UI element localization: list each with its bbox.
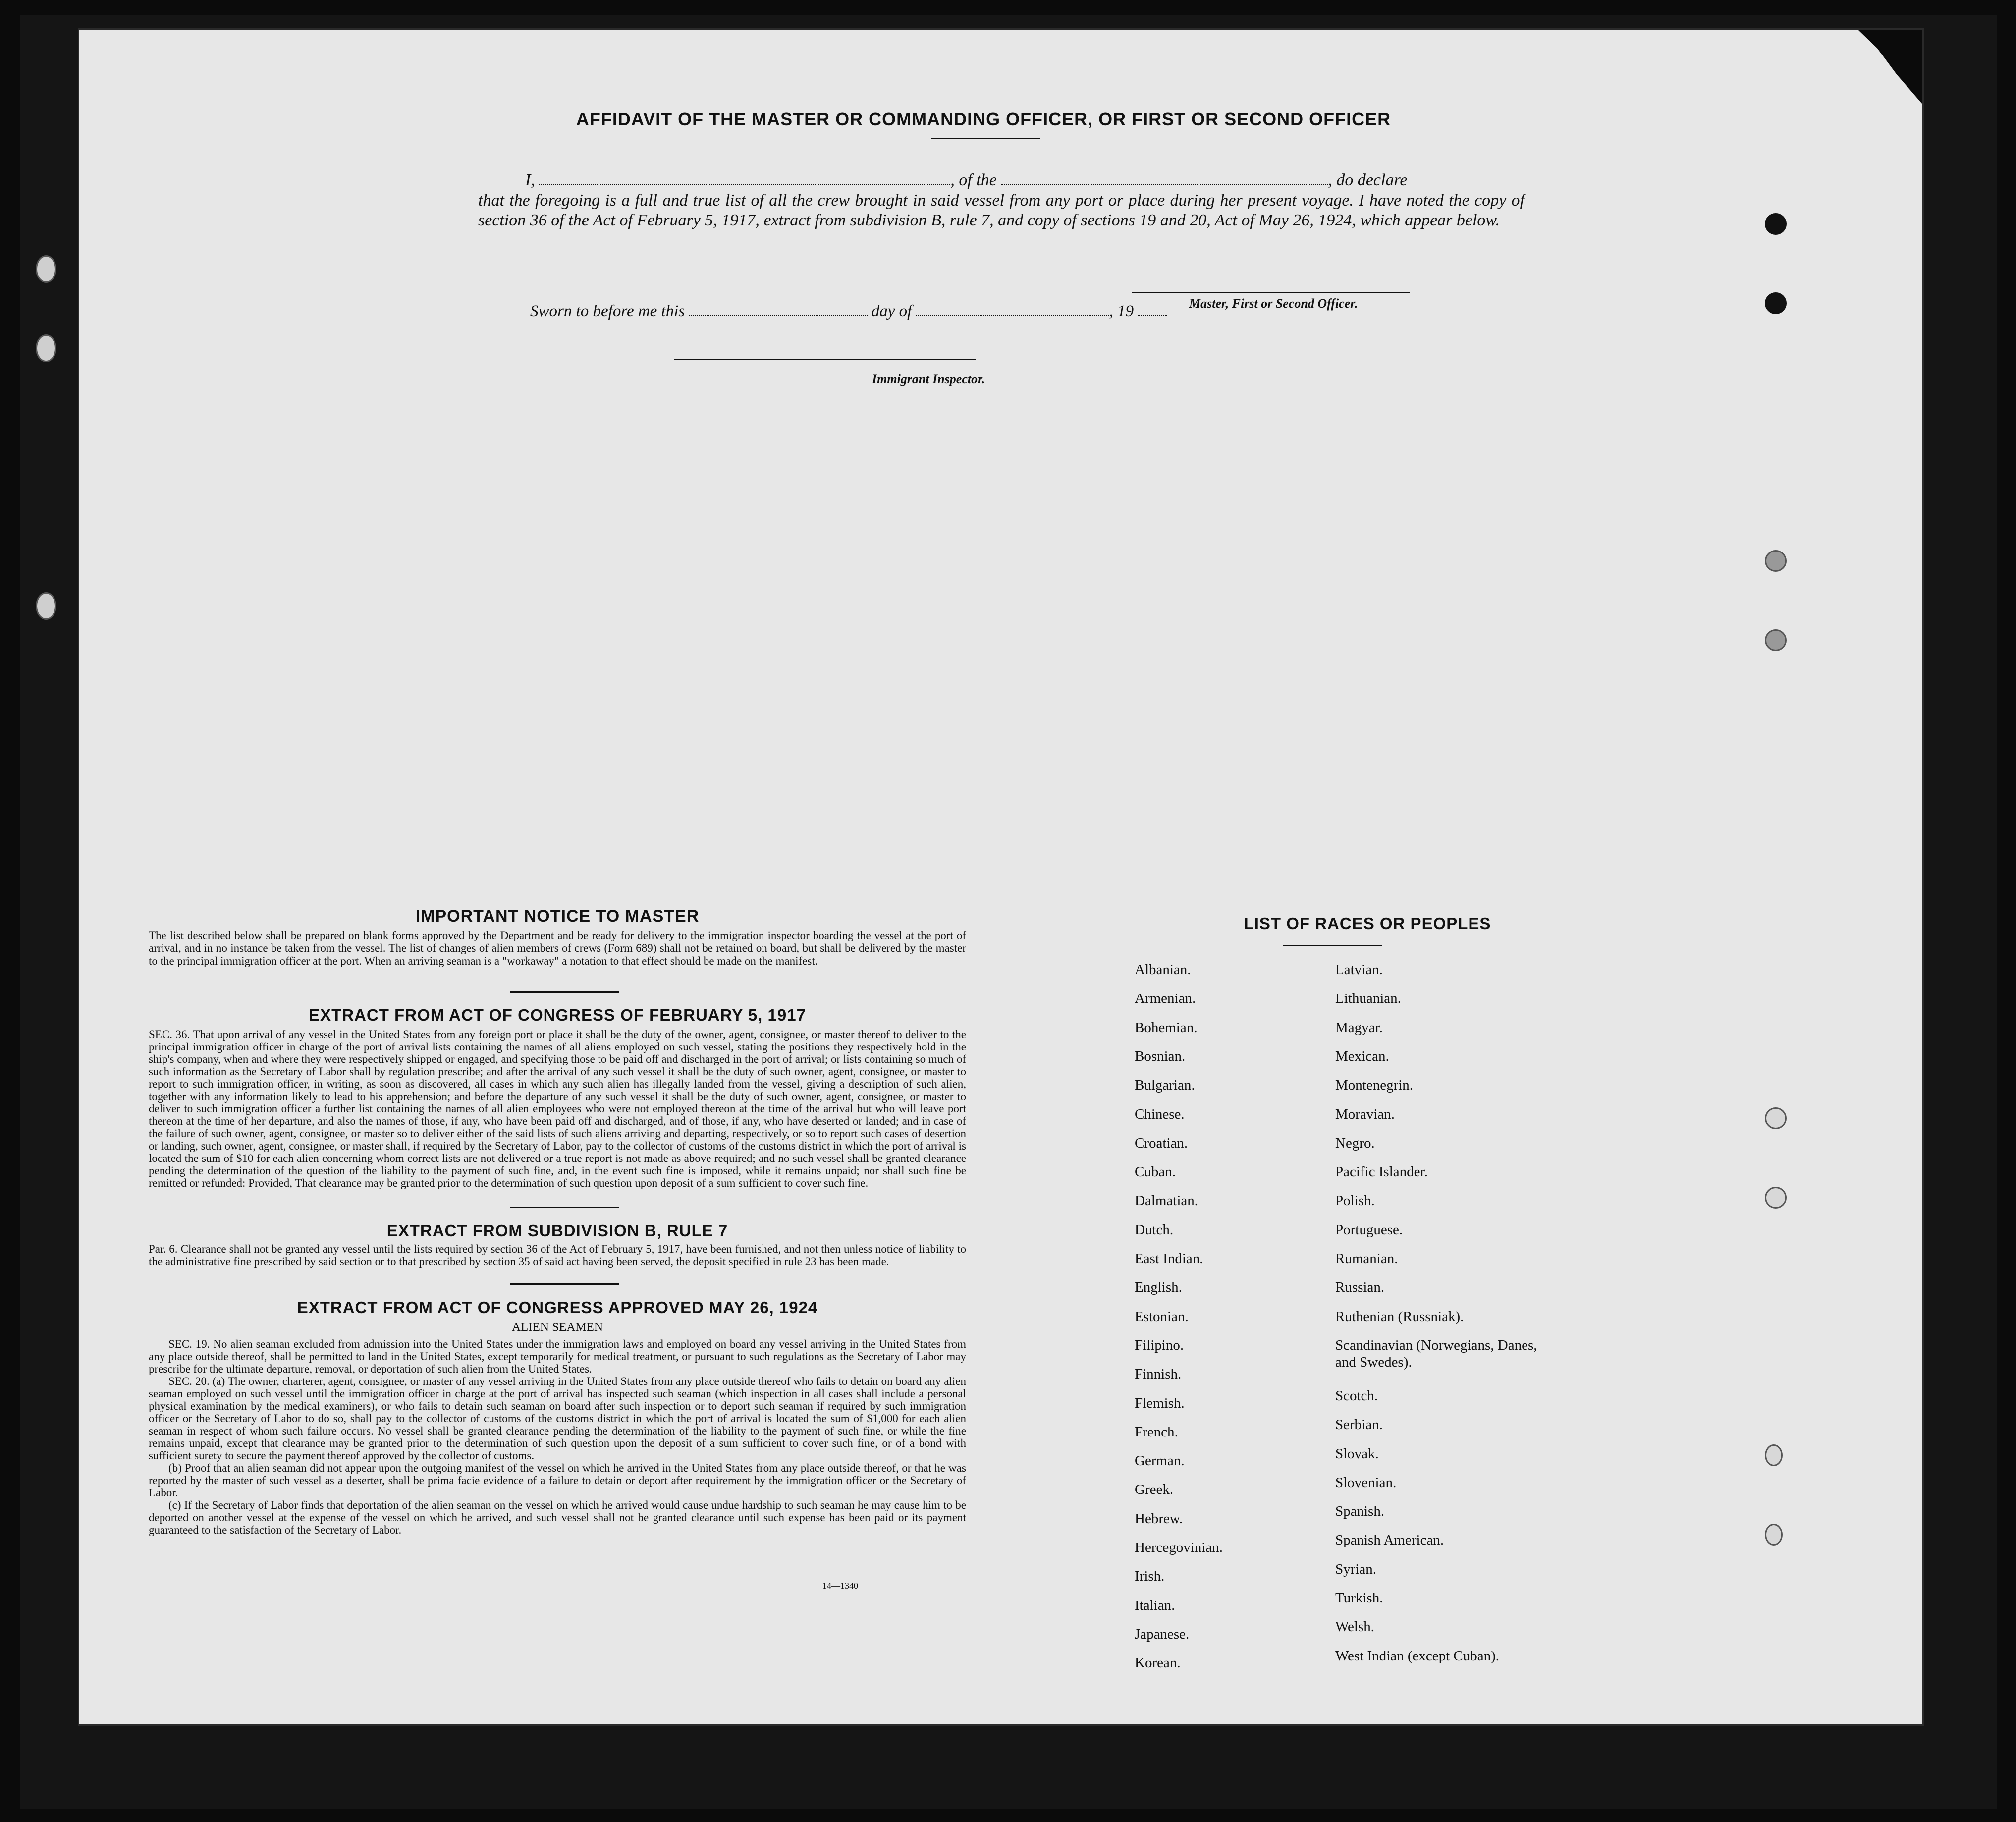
affidavit-body: that the foregoing is a full and true list of all the crew brought in said vessel from any port or place during her present voyage. I have noted the copy of section 36 of the Act of February 5, 1917, extract from subdivision B, rule 7, and copy of sections 19 and 20, Act of May 26, 1924, which appear below. [478, 191, 1525, 229]
punch-hole [1765, 1107, 1787, 1129]
sworn-year-label: , 19 [1109, 302, 1134, 320]
race-item: Turkish. [1335, 1590, 1383, 1606]
race-item: English. [1135, 1279, 1182, 1296]
race-item: Hercegovinian. [1135, 1540, 1223, 1555]
race-item: Japanese. [1135, 1626, 1190, 1642]
race-item: Magyar. [1335, 1019, 1383, 1036]
punch-hole [1765, 1187, 1787, 1209]
section-19: SEC. 19. No alien seaman excluded from admission into the United States under the immigration laws and employed on board any vessel arriving in the United States from any place outside thereof, shall be permitted to land in the United States, except temporarily for medical treatment, or pursuant to such regulations as the Secretary of Labor may prescribe for the ultimate departure, removal, or deportation of such alien from the United States. [149, 1338, 966, 1375]
affidavit-title-rule [931, 138, 1040, 139]
punch-hole [36, 592, 56, 620]
race-item: Syrian. [1335, 1561, 1376, 1577]
extract-1917-rule [510, 1207, 619, 1208]
race-item: East Indian. [1135, 1251, 1203, 1267]
race-item: Bohemian. [1135, 1019, 1198, 1036]
race-item: Slovenian. [1335, 1474, 1397, 1491]
punch-hole [1765, 213, 1787, 235]
sworn-month-blank[interactable] [916, 315, 1109, 316]
extract-1924-body [149, 1338, 966, 1536]
race-item: Dutch. [1135, 1221, 1174, 1238]
affidavit-i-label: I, [525, 171, 535, 189]
sworn-prefix: Sworn to before me this [530, 302, 685, 320]
inspector-label: Immigrant Inspector. [872, 372, 985, 386]
race-item: West Indian (except Cuban). [1335, 1648, 1500, 1664]
punch-hole [1765, 629, 1787, 651]
sworn-day-label: day of [871, 302, 912, 320]
race-item: Spanish. [1335, 1503, 1385, 1520]
race-item: Ruthenian (Russniak). [1335, 1308, 1464, 1325]
race-item: Latvian. [1335, 962, 1383, 978]
affidavit-title: AFFIDAVIT OF THE MASTER OR COMMANDING OFFICER, OR FIRST OR SECOND OFFICER [576, 109, 1391, 129]
race-item: Armenian. [1135, 991, 1196, 1007]
notice-title: IMPORTANT NOTICE TO MASTER [415, 907, 700, 926]
extract-1924-title: EXTRACT FROM ACT OF CONGRESS APPROVED MAY 26, 1924 [297, 1298, 818, 1317]
punch-hole [1765, 1524, 1783, 1546]
form-number: 14—1340 [822, 1581, 858, 1591]
sworn-day-blank[interactable] [689, 315, 868, 316]
inspector-signature-line[interactable] [674, 359, 976, 360]
race-item: Hebrew. [1135, 1510, 1183, 1527]
rule7-body: Par. 6. Clearance shall not be granted any vessel until the lists required by section 36 of the Act of February 5, 1917, have been furnished, and not then unless notice of liability to the administrative fine prescribed by said section or to that prescribed by section 35 of said act having been served, the deposit specified in rule 23 has been made. [149, 1243, 966, 1268]
extract-1924-subtitle: ALIEN SEAMEN [511, 1321, 603, 1334]
race-item: French. [1135, 1424, 1178, 1440]
race-item: Chinese. [1135, 1106, 1185, 1122]
section-20b: (b) Proof that an alien seaman did not appear upon the outgoing manifest of the vessel on which he arrived in the United States from any place outside thereof, or that he was reported by the master of such vessel as a deserter, shall be prima facie evidence of a failure to detain or deport after requirement by the immigration officer or the Secretary of Labor. [149, 1462, 966, 1499]
affidavit-of-the-label: , of the [950, 171, 997, 189]
rule7-rule [510, 1283, 619, 1285]
race-item: Bosnian. [1135, 1048, 1186, 1064]
race-item: Serbian. [1335, 1417, 1383, 1433]
race-item: Scandinavian (Norwegians, Danes, and Swedes). [1335, 1337, 1537, 1370]
race-item: Dalmatian. [1135, 1193, 1199, 1209]
punch-hole [1765, 1444, 1783, 1466]
race-item: Portuguese. [1335, 1221, 1403, 1238]
vessel-blank[interactable] [1001, 184, 1328, 185]
extract-1917-title: EXTRACT FROM ACT OF CONGRESS OF FEBRUARY 5, 1917 [309, 1006, 806, 1024]
signature-label: Master, First or Second Officer. [1189, 296, 1358, 311]
race-item: Pacific Islander. [1335, 1164, 1428, 1180]
race-item: Rumanian. [1335, 1251, 1398, 1267]
race-item: Bulgarian. [1135, 1077, 1195, 1094]
document-page [79, 30, 1922, 1724]
race-item: Mexican. [1335, 1048, 1389, 1064]
race-item: Moravian. [1335, 1106, 1395, 1122]
rule7-title: EXTRACT FROM SUBDIVISION B, RULE 7 [386, 1221, 728, 1240]
race-item: Spanish American. [1335, 1532, 1444, 1548]
punch-hole [1765, 292, 1787, 314]
sworn-year-blank[interactable] [1138, 315, 1167, 316]
torn-corner [1858, 30, 1922, 104]
sworn-line [530, 302, 1167, 321]
punch-hole [36, 334, 56, 362]
race-item: Russian. [1335, 1279, 1385, 1296]
affidavit-declare-label: , do declare [1328, 171, 1408, 189]
race-item: German. [1135, 1453, 1185, 1469]
name-blank[interactable] [539, 184, 950, 185]
race-item: Montenegrin. [1335, 1077, 1414, 1094]
race-item: Welsh. [1335, 1619, 1375, 1635]
extract-1917-body: SEC. 36. That upon arrival of any vessel in the United States from any foreign port or place it shall be the duty of the owner, agent, consignee, or master thereof to deliver to the principal immigration officer in charge of the port of arrival lists containing the names of all aliens employed on such vessel, stating the positions they respectively hold in the ship's company, when and where they were respectively shipped or engaged, and specifying those to be paid off and discharged in the port of arrival; or lists containing so much of such information as the Secretary of Labor shall by regulation prescribe; and after the arrival of any such vessel it shall be the duty of such owner, agent, consignee, or master to report to such immigration officer, in writing, as soon as discovered, all cases in which any such alien has illegally landed from the vessel, giving a description of such alien, together with any information likely to lead to his apprehension; and before the departure of any such vessel it shall be the duty of such owner, agent, consignee, or master to deliver to such immigration officer a further list containing the names of all alien employees who were not employed thereon at the time of the arrival but who will leave port thereon at the time of her departure, and also the names of those, if any, who have been paid off and discharged, and of those, if any, who have deserted or landed; and in case of the failure of such owner, agent, consignee, or master so to deliver either of the said lists of such aliens arriving and departing, respectively, or so to report such cases of desertion or landing, such owner, agent, consignee, or master shall, if required by the Secretary of Labor, pay to the collector of customs of the customs district in which the port of arrival is located the sum of $10 for each alien concerning whom correct lists are not delivered or a true report is not made as above required; and no such vessel shall be granted clearance pending the determination of the question of the liability to the payment of such fine, and, in the event such fine is imposed, while it remains unpaid; nor shall such fine be remitted or refunded: Provided, That clearance may be granted prior to the determination of such question upon deposit of a sum sufficient to cover such fine. [149, 1028, 966, 1189]
signature-line[interactable] [1132, 292, 1410, 293]
race-item: Italian. [1135, 1597, 1175, 1613]
section-20a: SEC. 20. (a) The owner, charterer, agent, consignee, or master of any vessel arriving in the United States from any place outside thereof who fails to detain on board any alien seaman employed on such vessel until the immigration officer in charge at the port of arrival has inspected such seaman (which inspection in all cases shall include a personal physical examination by the medical examiners), or who fails to detain such seaman on board after such inspection or to deport such seaman if required by such immigration officer or the Secretary of Labor to do so, shall pay to the collector of customs of the customs district in which the port of arrival is located the sum of $1,000 for each alien seaman in respect of whom such failure occurs. No vessel shall be granted clearance pending the determination of the liability to the payment of such fine, or while the fine remains unpaid, except that clearance may be granted prior to the determination of such question upon the deposit of a sum sufficient to cover such fine, or of a bond with sufficient surety to secure the payment thereof approved by the collector of customs. [149, 1375, 966, 1462]
section-20c: (c) If the Secretary of Labor finds that deportation of the alien seaman on the vessel on which he arrived would cause undue hardship to such seaman he may cause him to be deported on another vessel at the expense of the vessel on which he arrived, and such vessel shall not be granted clearance until such expense has been paid or its payment guaranteed to the satisfaction of the Secretary of Labor. [149, 1499, 966, 1536]
race-item: Scotch. [1335, 1387, 1378, 1404]
race-item: Estonian. [1135, 1308, 1189, 1325]
race-item: Finnish. [1135, 1366, 1182, 1382]
punch-hole [1765, 550, 1787, 572]
notice-body: The list described below shall be prepared on blank forms approved by the Department and be ready for delivery to the immigration inspector boarding the vessel at the port of arrival, and in no instance be taken from the vessel. The list of changes of alien members of crews (Form 689) shall not be retained on board, but shall be delivered by the master to the principal immigration officer at the port. When an arriving seaman is a "workaway" a notation to that effect should be made on the manifest. [149, 929, 966, 967]
notice-rule [510, 991, 619, 993]
punch-hole [36, 255, 56, 283]
race-item: Croatian. [1135, 1135, 1188, 1151]
race-item: Cuban. [1135, 1164, 1176, 1180]
race-item: Flemish. [1135, 1395, 1185, 1411]
affidavit-declaration-line [525, 171, 1541, 190]
race-item: Korean. [1135, 1655, 1181, 1671]
race-item: Greek. [1135, 1482, 1174, 1498]
race-item: Slovak. [1335, 1445, 1379, 1462]
races-title-rule [1283, 945, 1382, 946]
race-item: Albanian. [1135, 962, 1191, 978]
race-item: Polish. [1335, 1193, 1375, 1209]
race-item: Irish. [1135, 1568, 1165, 1585]
race-item: Lithuanian. [1335, 991, 1401, 1007]
race-item: Filipino. [1135, 1337, 1184, 1353]
races-title: LIST OF RACES OR PEOPLES [1244, 914, 1491, 933]
race-item: Negro. [1335, 1135, 1375, 1151]
